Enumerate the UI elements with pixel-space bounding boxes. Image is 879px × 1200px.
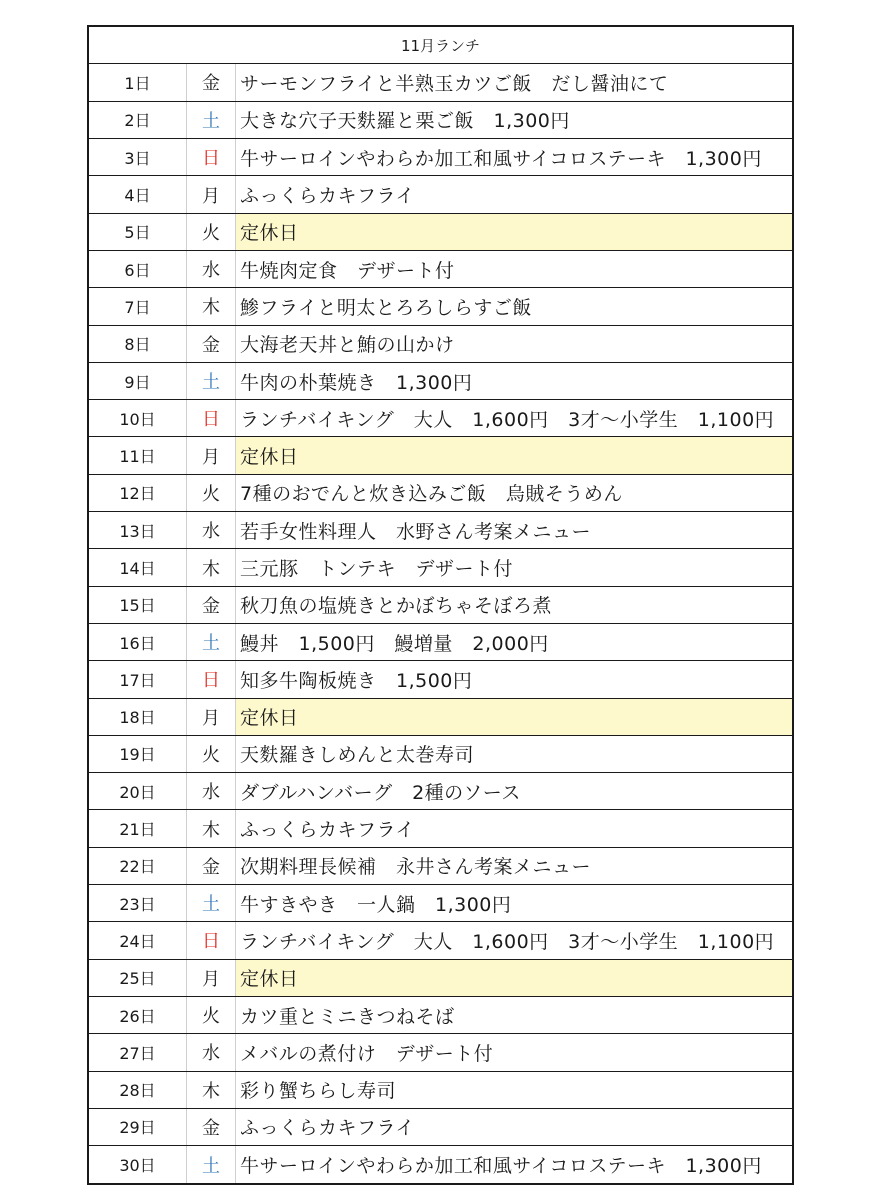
date-cell: 27日 xyxy=(89,1034,187,1071)
menu-cell: 牛すきやき 一人鍋 1,300円 xyxy=(236,885,793,922)
menu-cell: 大海老天丼と鮪の山かけ xyxy=(236,325,793,362)
weekday-cell: 金 xyxy=(187,847,236,884)
weekday-cell: 月 xyxy=(187,176,236,213)
weekday-cell: 水 xyxy=(187,773,236,810)
date-cell: 16日 xyxy=(89,623,187,660)
menu-cell: 大きな穴子天麩羅と栗ご飯 1,300円 xyxy=(236,101,793,138)
menu-cell: ふっくらカキフライ xyxy=(236,810,793,847)
date-cell: 14日 xyxy=(89,549,187,586)
menu-cell: 三元豚 トンテキ デザート付 xyxy=(236,549,793,586)
table-row xyxy=(89,213,792,250)
table-row xyxy=(89,101,792,138)
table-row xyxy=(89,437,792,474)
closed-day-cell: 定休日 xyxy=(236,698,793,735)
table-row xyxy=(89,1071,792,1108)
menu-cell: 牛サーロインやわらか加工和風サイコロステーキ 1,300円 xyxy=(236,139,793,176)
date-cell: 23日 xyxy=(89,885,187,922)
weekday-cell: 火 xyxy=(187,474,236,511)
weekday-cell: 金 xyxy=(187,64,236,101)
weekday-cell: 金 xyxy=(187,586,236,623)
menu-cell: 天麩羅きしめんと太巻寿司 xyxy=(236,735,793,772)
table-row xyxy=(89,773,792,810)
closed-day-cell: 定休日 xyxy=(236,959,793,996)
date-cell: 13日 xyxy=(89,512,187,549)
date-cell: 24日 xyxy=(89,922,187,959)
menu-table xyxy=(89,64,792,1183)
table-row xyxy=(89,176,792,213)
menu-cell: メバルの煮付け デザート付 xyxy=(236,1034,793,1071)
weekday-cell: 土 xyxy=(187,362,236,399)
weekday-cell: 火 xyxy=(187,996,236,1033)
menu-cell: ランチバイキング 大人 1,600円 3才～小学生 1,100円 xyxy=(236,922,793,959)
weekday-cell: 月 xyxy=(187,959,236,996)
table-row xyxy=(89,288,792,325)
weekday-cell: 月 xyxy=(187,437,236,474)
weekday-cell: 土 xyxy=(187,885,236,922)
table-row xyxy=(89,362,792,399)
weekday-cell: 火 xyxy=(187,735,236,772)
menu-cell: 牛肉の朴葉焼き 1,300円 xyxy=(236,362,793,399)
date-cell: 25日 xyxy=(89,959,187,996)
menu-title: 11月ランチ xyxy=(89,27,792,64)
date-cell: 29日 xyxy=(89,1108,187,1145)
weekday-cell: 水 xyxy=(187,250,236,287)
menu-cell: 若手女性料理人 水野さん考案メニュー xyxy=(236,512,793,549)
weekday-cell: 日 xyxy=(187,922,236,959)
weekday-cell: 金 xyxy=(187,325,236,362)
weekday-cell: 木 xyxy=(187,1071,236,1108)
weekday-cell: 土 xyxy=(187,1146,236,1183)
date-cell: 22日 xyxy=(89,847,187,884)
date-cell: 2日 xyxy=(89,101,187,138)
menu-cell: 彩り蟹ちらし寿司 xyxy=(236,1071,793,1108)
table-row xyxy=(89,64,792,101)
menu-cell: ダブルハンバーグ 2種のソース xyxy=(236,773,793,810)
date-cell: 15日 xyxy=(89,586,187,623)
table-row xyxy=(89,661,792,698)
menu-cell: カツ重とミニきつねそば xyxy=(236,996,793,1033)
date-cell: 12日 xyxy=(89,474,187,511)
table-row xyxy=(89,512,792,549)
closed-day-cell: 定休日 xyxy=(236,213,793,250)
weekday-cell: 水 xyxy=(187,1034,236,1071)
weekday-cell: 木 xyxy=(187,810,236,847)
menu-cell: 鰻丼 1,500円 鰻増量 2,000円 xyxy=(236,623,793,660)
table-row xyxy=(89,400,792,437)
table-row xyxy=(89,847,792,884)
date-cell: 21日 xyxy=(89,810,187,847)
table-row xyxy=(89,139,792,176)
weekday-cell: 日 xyxy=(187,400,236,437)
date-cell: 1日 xyxy=(89,64,187,101)
closed-day-cell: 定休日 xyxy=(236,437,793,474)
date-cell: 10日 xyxy=(89,400,187,437)
date-cell: 17日 xyxy=(89,661,187,698)
table-row xyxy=(89,1146,792,1183)
menu-cell: ふっくらカキフライ xyxy=(236,176,793,213)
table-row xyxy=(89,250,792,287)
menu-table-body xyxy=(89,64,792,1183)
weekday-cell: 木 xyxy=(187,288,236,325)
table-row xyxy=(89,623,792,660)
menu-cell: 次期料理長候補 永井さん考案メニュー xyxy=(236,847,793,884)
table-row xyxy=(89,549,792,586)
lunch-menu-sheet xyxy=(87,25,794,1185)
weekday-cell: 土 xyxy=(187,101,236,138)
weekday-cell: 木 xyxy=(187,549,236,586)
table-row xyxy=(89,922,792,959)
menu-cell: サーモンフライと半熟玉カツご飯 だし醤油にて xyxy=(236,64,793,101)
date-cell: 7日 xyxy=(89,288,187,325)
menu-cell: 7種のおでんと炊き込みご飯 烏賊そうめん xyxy=(236,474,793,511)
date-cell: 19日 xyxy=(89,735,187,772)
date-cell: 3日 xyxy=(89,139,187,176)
weekday-cell: 日 xyxy=(187,661,236,698)
date-cell: 6日 xyxy=(89,250,187,287)
weekday-cell: 土 xyxy=(187,623,236,660)
menu-cell: 鯵フライと明太とろろしらすご飯 xyxy=(236,288,793,325)
weekday-cell: 水 xyxy=(187,512,236,549)
menu-cell: ふっくらカキフライ xyxy=(236,1108,793,1145)
table-row xyxy=(89,325,792,362)
date-cell: 30日 xyxy=(89,1146,187,1183)
date-cell: 8日 xyxy=(89,325,187,362)
table-row xyxy=(89,735,792,772)
weekday-cell: 金 xyxy=(187,1108,236,1145)
weekday-cell: 月 xyxy=(187,698,236,735)
menu-cell: ランチバイキング 大人 1,600円 3才～小学生 1,100円 xyxy=(236,400,793,437)
date-cell: 11日 xyxy=(89,437,187,474)
weekday-cell: 火 xyxy=(187,213,236,250)
date-cell: 26日 xyxy=(89,996,187,1033)
menu-cell: 牛焼肉定食 デザート付 xyxy=(236,250,793,287)
table-row xyxy=(89,996,792,1033)
date-cell: 9日 xyxy=(89,362,187,399)
menu-cell: 牛サーロインやわらか加工和風サイコロステーキ 1,300円 xyxy=(240,1155,762,1177)
table-row xyxy=(89,885,792,922)
table-row xyxy=(89,1034,792,1071)
date-cell: 4日 xyxy=(89,176,187,213)
date-cell: 20日 xyxy=(89,773,187,810)
weekday-cell: 日 xyxy=(187,139,236,176)
date-cell: 28日 xyxy=(89,1071,187,1108)
table-row xyxy=(89,959,792,996)
table-row xyxy=(89,1108,792,1145)
table-row xyxy=(89,474,792,511)
table-row xyxy=(89,586,792,623)
menu-cell: 知多牛陶板焼き 1,500円 xyxy=(236,661,793,698)
table-row xyxy=(89,698,792,735)
table-row xyxy=(89,810,792,847)
date-cell: 18日 xyxy=(89,698,187,735)
date-cell: 5日 xyxy=(89,213,187,250)
menu-cell: 秋刀魚の塩焼きとかぼちゃそぼろ煮 xyxy=(236,586,793,623)
